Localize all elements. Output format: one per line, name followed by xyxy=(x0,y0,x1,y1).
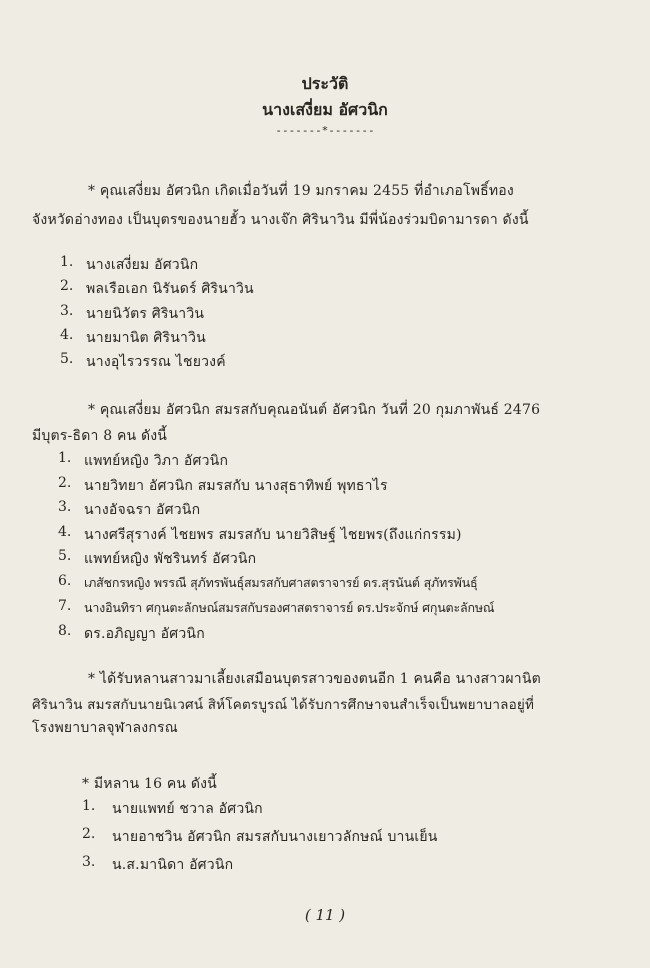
grandchildren-intro: * มีหลาน 16 คน ดังนี้ xyxy=(82,776,217,792)
child-number: 7. xyxy=(58,598,72,614)
sibling-name: นางเสงี่ยม อัศวนิก xyxy=(86,257,199,273)
child-number: 3. xyxy=(58,499,72,515)
grandchild-name: นายอาชวิน อัศวนิก สมรสกับนางเยาวลักษณ์ บานเย็น xyxy=(112,829,438,845)
sibling-number: 4. xyxy=(60,327,74,343)
child-name: นางอัจฉรา อัศวนิก xyxy=(84,502,201,518)
marriage-line-1: * คุณเสงี่ยม อัศวนิก สมรสกับคุณอนันต์ อัศวนิก วันที่ 20 กุมภาพันธ์ 2476 xyxy=(88,402,541,418)
child-number: 6. xyxy=(58,573,72,589)
child-number: 4. xyxy=(58,524,72,540)
child-name: นางศรีสุรางค์ ไชยพร สมรสกับ นายวิสิษฐ์ ไชยพร(ถึงแก่กรรม) xyxy=(84,527,462,543)
child-name: แพทย์หญิง พัชรินทร์ อัศวนิก xyxy=(84,551,257,567)
grandchild-name: นายแพทย์ ชวาล อัศวนิก xyxy=(112,801,263,817)
child-name: แพทย์หญิง วิภา อัศวนิก xyxy=(84,453,229,469)
adopted-line-1: * ได้รับหลานสาวมาเลี้ยงเสมือนบุตรสาวของตนอีก 1 คนคือ นางสาวผานิต xyxy=(88,671,541,687)
child-name: นายวิทยา อัศวนิก สมรสกับ นางสุธาทิพย์ พุทธาไร xyxy=(84,478,388,494)
sibling-number: 5. xyxy=(60,351,74,367)
grandchild-name: น.ส.มานิดา อัศวนิก xyxy=(112,857,234,873)
child-number: 2. xyxy=(58,475,72,491)
page-subtitle: นางเสงี่ยม อัศวนิก xyxy=(262,100,388,119)
child-number: 1. xyxy=(58,450,72,466)
sibling-name: นายมานิต ศิรินาวิน xyxy=(86,330,206,346)
title-divider: -------*------- xyxy=(275,124,375,137)
sibling-name: นางอุไรวรรณ ไชยวงค์ xyxy=(86,354,226,370)
adopted-line-2: ศิรินาวิน สมรสกับนายนิเวศน์ สิห์โคตรบูรณ์ ได้รับการศึกษาจนสำเร็จเป็นพยาบาลอยู่ที่ xyxy=(32,697,535,713)
child-name: นางอินทิรา ศกุนตะลักษณ์สมรสกับรองศาสตราจารย์ ดร.ประจักษ์ ศกุนตะลักษณ์ xyxy=(84,600,495,615)
intro-line-2: จังหวัดอ่างทอง เป็นบุตรของนายฮั้ว นางเจ๊ก ศิรินาวิน มีพี่น้องร่วมบิดามารดา ดังนี้ xyxy=(32,212,529,228)
sibling-name: นายนิวัตร ศิรินาวิน xyxy=(86,306,205,322)
child-number: 8. xyxy=(58,623,72,639)
page-number: ( 11 ) xyxy=(304,906,346,924)
sibling-number: 2. xyxy=(60,278,74,294)
sibling-number: 1. xyxy=(60,254,74,270)
intro-line-1: * คุณเสงี่ยม อัศวนิก เกิดเมื่อวันที่ 19 มกราคม 2455 ที่อำเภอโพธิ์ทอง xyxy=(88,183,514,199)
marriage-line-2: มีบุตร-ธิดา 8 คน ดังนี้ xyxy=(32,428,168,444)
child-name: ดร.อภิญญา อัศวนิก xyxy=(84,626,205,642)
page-title: ประวัติ xyxy=(301,74,349,93)
child-number: 5. xyxy=(58,548,72,564)
sibling-name: พลเรือเอก นิรันดร์ ศิรินาวิน xyxy=(86,281,254,297)
adopted-line-3: โรงพยาบาลจุฬาลงกรณ xyxy=(32,720,178,736)
child-name: เภสัชกรหญิง พรรณี สุภัทรพันธุ์สมรสกับศาสตราจารย์ ดร.สุรนันต์ สุภัทรพันธุ์ xyxy=(84,575,478,590)
grandchild-number: 2. xyxy=(82,826,96,842)
grandchild-number: 3. xyxy=(82,854,96,870)
grandchild-number: 1. xyxy=(82,798,96,814)
sibling-number: 3. xyxy=(60,303,74,319)
